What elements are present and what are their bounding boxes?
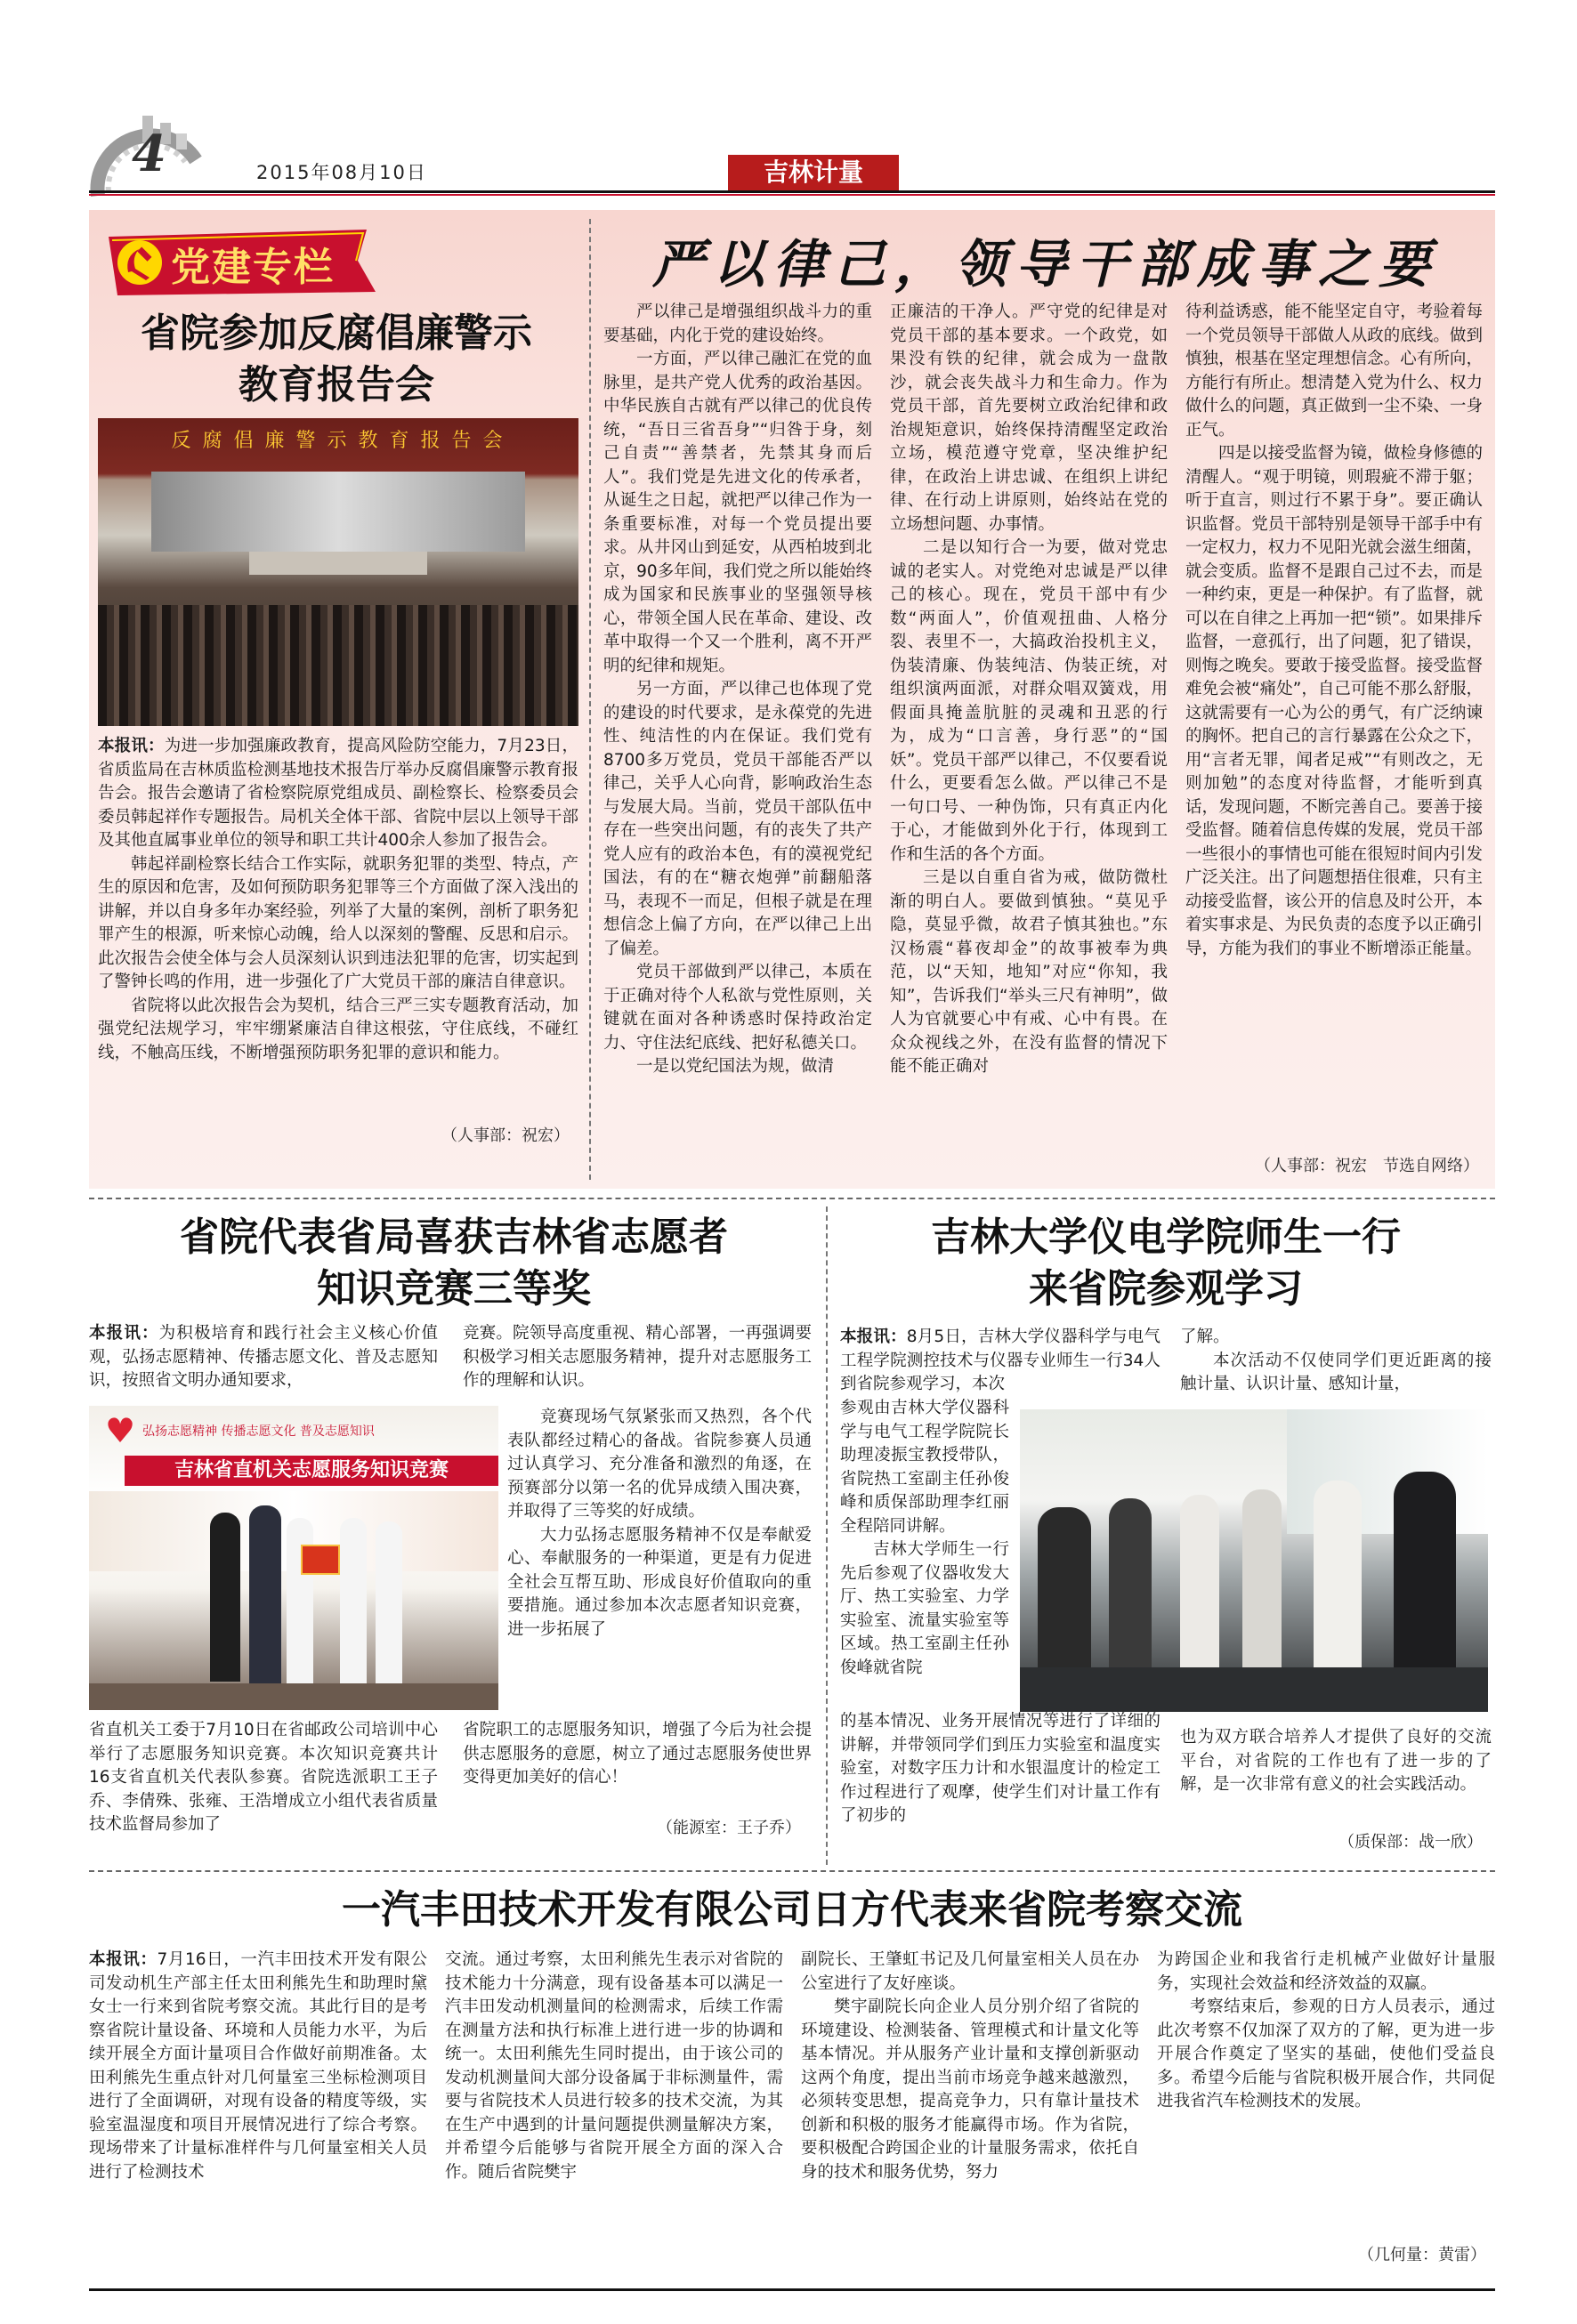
person-3 (287, 1518, 313, 1683)
stage-curtain (151, 472, 525, 552)
section-separator-2 (89, 1870, 1495, 1872)
article1-body (98, 735, 578, 1109)
volunteer-lead (89, 1322, 438, 1397)
volunteer-photo (89, 1406, 498, 1710)
university-lead-label: 本报讯： (840, 1327, 907, 1346)
article1-p3: 省院将以此次报告会为契机，结合三严三实专题教育活动，加强党纪法规学习，牢牢绷紧廉洁自律这根弦，守住底线，不碰红线，不触高压线，不断增强预防职务犯罪的意识和能力。 (98, 996, 578, 1062)
volunteer-signature: （能源室：王子乔） (657, 1819, 801, 1837)
article2-c3-p2: 四是以接受监督为镜，做检身修德的清醒人。“观于明镜，则瑕疵不滞于躯；听于直言，则过行不累于身”。要正确认识监督。党员干部特别是领导干部手中有一定权力，权力不见阳光就会滋生细菌，就会变质。监督不是跟自己过不去，而是一种约束，更是一种保护。有了监督，就可以在自律之上再加一把“锁”。如果排斥监督，一意孤行，出了问题，犯了错误，则悔之晚矣。要敢于接受监督。接受监督难免会被“痛处”，自己可能不那么舒服，这就需要有一心为公的勇气，有广泛纳谏的胸怀。把自己的言行暴露在公众之下，用“言者无罪，闻者足戒”“有则改之，无则加勉”的态度对待监督，才能听到真话，发现问题，不断完善自己。要善于接受监督。随着信息传媒的发展，党员干部一些很小的事情也可能在很短时间内引发广泛关注。出了问题想捂住很难，只有主动接受监督，该公开的信息及时公开，本着实事求是、为民负责的态度予以正确引导，方能为我们的事业不断增添正能量。 (1185, 444, 1483, 958)
toyota-col3b-text: 樊宇副院长向企业人员分别介绍了省院的环境建设、检测装备、管理模式和计量文化等基本情况。并从服务产业计量和支撑创新驱动这两个角度，提出当前市场竞争越来越激烈，必须转变思想，提高竞争力，只有靠计量技术创新和积极的服务才能赢得市场。作为省院，要积极配合跨国企业的计量服务需求，依托自身的技术和服务优势，努力 (801, 1997, 1139, 2182)
university-title-line1: 吉林大学仪电学院师生一行 (931, 1214, 1401, 1260)
article2-col3 (1185, 301, 1483, 1101)
volunteer-mid (507, 1406, 812, 1710)
header-rule-red (89, 194, 1495, 196)
university-p2: 吉林大学师生一行先后参观了仪器收发大厅、热工实验室、力学实验室、流量实验室等区域。热工室副主任孙俊峰就省院 (840, 1540, 1009, 1677)
party-column-tag (100, 221, 384, 301)
middle-divider (826, 1206, 828, 1865)
volunteer-top-right-text: 竞赛。院领导高度重视、精心部署，一再强调要积极学习相关志愿服务精神，提升对志愿服务工作的理解和认识。 (463, 1324, 812, 1390)
toyota-lead-label: 本报讯： (89, 1950, 158, 1969)
article2-col1 (603, 301, 872, 1146)
article1-title-line2: 教育报告会 (239, 362, 434, 408)
article2-c2-p3: 三是以自重自省为戒，做防微杜渐的明白人。要做到慎独。“莫见乎隐，莫显乎微，故君子慎其独也。”东汉杨震“暮夜却金”的故事被奉为典范，以“天知，地知”对应“你知，我知”，告诉我们“举头三尺有神明”，做人为官就要心中有戒、心中有畏。在众众视线之外，在没有监督的情况下能不能正确对 (890, 868, 1168, 1076)
header-rule (89, 190, 1495, 193)
volunteer-end-text: 省院职工的志愿服务知识，增强了今后为社会提供志愿服务的意愿，树立了通过志愿服务使世界变得更加美好的信心！ (463, 1721, 812, 1787)
toyota-col4a-text: 为跨国企业和我省行走机械产业做好计量服务，实现社会效益和经济效益的双赢。 (1157, 1950, 1495, 1993)
university-bottom-left (840, 1710, 1161, 1852)
university-lead (840, 1326, 1161, 1397)
party-divider (589, 219, 591, 1180)
toyota-col2 (445, 1949, 783, 2287)
award-certificate (301, 1545, 340, 1575)
toyota-title: 一汽丰田技术开发有限公司日方代表来省院考察交流 (342, 1887, 1242, 1933)
university-p2b: 的基本情况、业务开展情况等进行了详细的讲解，并带领同学们到压力实验室和温度实验室，对数字压力计和水银温度计的检定工作过程进行了观摩，使学生们对计量工作有了初步的 (840, 1712, 1161, 1825)
article1-signature: （人事部：祝宏） (441, 1126, 570, 1145)
photo-slogan: 弘扬志愿精神 传播志愿文化 普及志愿知识 (142, 1424, 375, 1439)
article1-title-line1: 省院参加反腐倡廉警示 (141, 311, 532, 356)
article2-c1-p3: 另一方面，严以律己也体现了党的建设的时代要求，是永葆党的先进性、纯洁性的内在保证。我们党有8700多万党员，党员干部能否严以律己，关乎人心向背，影响政治生态与发展大局。当前，党员干部队伍中存在一些突出问题，有的丧失了共产党人应有的政治本色，有的漠视党纪国法，有的在“糖衣炮弹”前翻船落马，表现不一而足，但根子就是在理想信念上偏了方向，在严以律己上出了偏差。 (603, 680, 872, 958)
article2-c1-p4: 党员干部做到严以律己，本质在于正确对待个人私欲与党性原则，关键就在面对各种诱惑时保持政治定力、守住法纪底线、把好私德关口。 (603, 963, 872, 1053)
university-title (837, 1212, 1495, 1315)
person-2 (249, 1505, 281, 1683)
university-photo (1020, 1409, 1488, 1712)
toyota-col4b-text: 考察结束后，参观的日方人员表示，通过此次考察不仅加深了双方的了解，更为进一步开展合作奠定了坚实的基础，使他们受益良多。希望今后能与省院积极开展合作，共同促进我省汽车检测技术的发展。 (1157, 1997, 1495, 2110)
toyota-col3 (801, 1949, 1139, 2287)
article1-title (96, 308, 577, 411)
page-header (0, 0, 1577, 205)
page-number: 4 (132, 125, 166, 183)
university-col-r2: 本次活动不仅使同学们更近距离的接触计量、认识计量、感知计量， (1180, 1351, 1492, 1393)
conference-photo (98, 418, 578, 726)
heart-logo-icon: ♥ (105, 1411, 136, 1450)
toyota-col2-text: 交流。通过考察，太田利熊先生表示对省院的技术能力十分满意，现有设备基本可以满足一汽丰田发动机测量间的检测需求，后续工作需在测量方法和执行标准上进行进一步的协调和统一。太田利熊先生同时提出，由于该公司的发动机测量间大部分设备属于非标测量件，需要与省院技术人员进行较多的技术交流，为其在生产中遇到的计量问题提供测量解决方案，并希望今后能够与省院开展全方面的深入合作。随后省院樊宇 (445, 1950, 783, 2182)
photo-floor (89, 1683, 498, 1710)
lab-table (1020, 1667, 1488, 1712)
university-col-r1: 了解。 (1180, 1327, 1230, 1346)
stage-table (249, 552, 427, 575)
hammer-sickle-icon (116, 238, 164, 286)
volunteer-bottom-left-text: 省直机关工委于7月10日在省邮政公司培训中心举行了志愿服务知识竞赛。本次知识竞赛共计16支省直机关代表队参赛。省院选派职工王子乔、李倩殊、张雍、王浩增成立小组代表省质量技术监督局参加了 (89, 1721, 438, 1834)
article2-signature: （人事部：祝宏 节选自网络） (1255, 1157, 1479, 1175)
volunteer-p-mid2: 大力弘扬志愿服务精神不仅是奉献爱心、奉献服务的一种渠道，更是有力促进全社会互帮互助、形成良好价值取向的重要措施。通过参加本次志愿者知识竞赛，进一步拓展了 (507, 1525, 812, 1639)
volunteer-bottom-right (463, 1719, 812, 1794)
university-title-line2: 来省院参观学习 (1029, 1266, 1303, 1311)
volunteer-bottom-left (89, 1719, 438, 1844)
audience (98, 605, 578, 726)
article2-c1-p5: 一是以党纪国法为规，做清 (636, 1057, 835, 1076)
university-p1b: 参观由吉林大学仪器科学与电气工程学院院长助理凌振宝教授带队，省院热工室副主任孙俊峰和质保部助理李红丽全程陪同讲解。 (840, 1399, 1009, 1536)
toyota-col1 (89, 1949, 427, 2287)
article2-col2 (890, 301, 1168, 1146)
article1-p2: 韩起祥副检察长结合工作实际，就职务犯罪的类型、特点，产生的原因和危害，及如何预防职务犯罪等三个方面做了深入浅出的讲解，并以自身多年办案经验，列举了大量的案例，剖析了职务犯罪产生的根源，听来惊心动魄，给人以深刻的警醒、反思和启示。此次报告会使全体与会人员深刻认识到违法犯罪的危害，切实起到了警钟长鸣的作用，进一步强化了广大党员干部的廉洁自律意识。 (98, 854, 578, 991)
photo-banner-text: 反 腐 倡 廉 警 示 教 育 报 告 会 (171, 430, 505, 452)
university-signature: （质保部：战一欣） (1338, 1833, 1483, 1852)
volunteer-lead-label: 本报讯： (89, 1324, 159, 1343)
toyota-col1-text: 7月16日，一汽丰田技术开发有限公司发动机生产部主任太田利熊先生和助理时黛女士一行来到省院考察交流。其此行目的是考察省院计量设备、环境和人员能力水平，为后续开展全方面计量项目合作做好前期准备。太田利熊先生重点针对几何量室三坐标检测项目进行了全面调研，对现有设备的精度等级，实验室温湿度和项目开展情况进行了综合考察。现场带来了计量标准样件与几何量室相关人员进行了检测技术 (89, 1950, 427, 2182)
toyota-col4 (1157, 1949, 1495, 2233)
university-p1a: 8月5日，吉林大学仪器科学与电气工程学院测控技术与仪器专业师生一行34人到省院参观学习，本次 (840, 1327, 1161, 1393)
issue-date: 2015年08月10日 (256, 162, 427, 183)
footer-rule (89, 2288, 1495, 2291)
toyota-signature: （几何量：黄雷） (1358, 2246, 1486, 2264)
article2-c3-p1: 待利益诱惑，能不能坚定自守，考验着每一个党员领导干部做人从政的底线。做到慎独，根基在坚定理想信念。心有所向，方能行有所止。想清楚入党为什么、权力做什么的问题，真正做到一尘不染、一身正气。 (1185, 303, 1483, 440)
article2-c2-p2: 二是以知行合一为要，做对党忠诚的老实人。对党绝对忠诚是严以律己的核心。现在，党员干部中有少数“两面人”，价值观扭曲、人格分裂、表里不一，大搞政治投机主义，伪装清廉、伪装纯洁、伪装正统，对组织演两面派，对群众唱双簧戏，用假面具掩盖肮脏的灵魂和丑恶的行为，成为“口言善，身行恶”的“国妖”。党员干部严以律己，不仅要看说什么，更要看怎么做。严以律己不是一句口号、一种伪饰，只有真正内化于心，才能做到外化于行，体现到工作和生活的各个方面。 (890, 538, 1168, 864)
university-bottom-right (1180, 1726, 1492, 1822)
article2-c1-p1: 严以律己是增强组织战斗力的重要基础，内化于党的建设始终。 (603, 303, 872, 345)
article2-title: 严以律己，领导干部成事之要 (651, 234, 1439, 295)
university-side (840, 1397, 1009, 1708)
photo-banner: 吉林省直机关志愿服务知识竞赛 (125, 1456, 498, 1486)
university-col-r3: 也为双方联合培养人才提供了良好的交流平台，对省院的工作也有了进一步的了解，是一次非常有意义的社会实践活动。 (1180, 1728, 1492, 1794)
person-5 (376, 1521, 402, 1683)
article2-c2-p1: 正廉洁的干净人。严守党的纪律是对党员干部的基本要求。一个政党，如果没有铁的纪律，就会成为一盘散沙，就会丧失战斗力和生命力。作为党员干部，首先要树立政治纪律和政治规矩意识，始终保持清醒坚定政治立场，模范遵守党章，坚决维护纪律，在政治上讲忠诚、在组织上讲纪律、在行动上讲原则，始终站在党的立场想问题、办事情。 (890, 303, 1168, 534)
volunteer-top-right (463, 1322, 812, 1397)
section-separator-1 (89, 1198, 1495, 1199)
university-right-top (1180, 1326, 1492, 1397)
masthead: 吉林计量 (728, 155, 899, 190)
lead-label: 本报讯： (98, 737, 165, 755)
person-4 (340, 1518, 367, 1683)
article1-p1: 为进一步加强廉政教育，提高风险防空能力，7月23日，省质监局在吉林质监检测基地技术报告厅举办反腐倡廉警示教育报告会。报告会邀请了省检察院原党组成员、副检察长、检察委员会委员韩起祥作专题报告。局机关全体干部、省院中层以上领导干部及其他直属事业单位的领导和职工共计400余人参加了报告会。 (98, 737, 578, 850)
column-tag-label: 党建专栏 (171, 245, 335, 290)
volunteer-lead-text: 为积极培育和践行社会主义核心价值观，弘扬志愿精神、传播志愿文化、普及志愿知识，按照省文明办通知要求， (89, 1324, 438, 1390)
volunteer-p-mid: 竞赛现场气氛紧张而又热烈，各个代表队都经过精心的备战。省院参赛人员通过认真学习、充分准备和激烈的角逐，在预赛部分以第一名的优异成绩入围决赛，并取得了三等奖的好成绩。 (507, 1408, 812, 1521)
toyota-col3a-text: 副院长、王肇虹书记及几何量室相关人员在办公室进行了友好座谈。 (801, 1950, 1139, 1993)
volunteer-title-line2: 知识竞赛三等奖 (317, 1266, 591, 1311)
volunteer-title-line1: 省院代表省局喜获吉林省志愿者 (180, 1214, 728, 1260)
volunteer-title (89, 1212, 819, 1315)
article2-c1-p2: 一方面，严以律己融汇在党的血脉里，是共产党人优秀的政治基因。中华民族自古就有严以律己的优良传统，“吾日三省吾身”“归咎于身，刻己自责”“善禁者，先禁其身而后人”。我们党是先进文化的传承者，从诞生之日起，就把严以律己作为一条重要标准，对每一个党员提出要求。从井冈山到延安，从西柏坡到北京，90多年间，我们党之所以能始终成为国家和民族事业的坚强领导核心，带领全国人民在革命、建设、改革中取得一个又一个胜利，离不开严明的纪律和规矩。 (603, 350, 872, 675)
person-1 (210, 1513, 240, 1682)
